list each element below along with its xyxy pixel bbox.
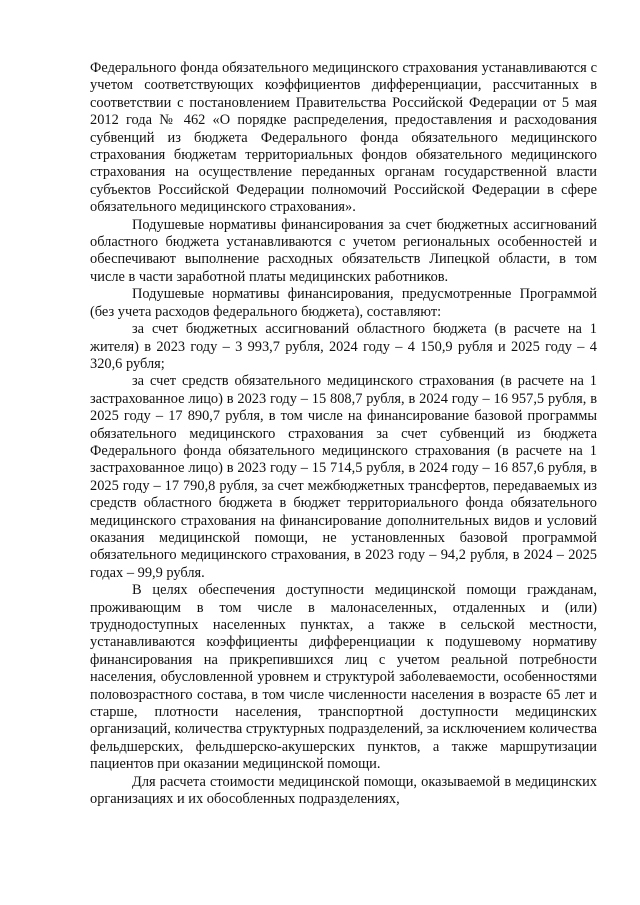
paragraph-cost-calculation: Для расчета стоимости медицинской помощи, оказываемой в медицинских организациях и их обособленных подразделениях, xyxy=(90,773,597,808)
paragraph-budget-norms: Подушевые нормативы финансирования за счет бюджетных ассигнований областного бюджета устанавливаются с учетом региональных особенностей и обеспечивают выполнение расходных обязательств Липецкой области, в том числе в части заработной платы медицинских работников. xyxy=(90,216,597,285)
paragraph-subsidy-coefficients: Федерального фонда обязательного медицинского страхования устанавливаются с учетом соответствующих коэффициентов дифференциации, рассчитанных в соответствии с постановлением Правительства Российской Федерации от 5 мая 2012 года № 462 «О порядке распределения, предоставления и расходования субвенций из бюджета Федерального фонда обязательного медицинского страхования бюджетам территориальных фондов обязательного медицинского страхования на осуществление переданных органам государственной власти субъектов Российской Федерации полномочий Российской Федерации в сфере обязательного медицинского страхования». xyxy=(90,60,597,216)
document-body xyxy=(90,60,597,808)
paragraph-oms-norm: за счет средств обязательного медицинского страхования (в расчете на 1 застрахованное лицо) в 2023 году – 15 808,7 рубля, в 2024 году – 16 957,5 рубля, в 2025 году – 17 890,7 рубля, в том числе на финансирование базовой программы обязательного медицинского страхования за счет субвенций из бюджета Федерального фонда обязательного медицинского страхования (в расчете на 1 застрахованное лицо) в 2023 году – 15 714,5 рубля, в 2024 году – 16 857,6 рубля, в 2025 году – 17 790,8 рубля, за счет межбюджетных трансфертов, передаваемых из средств областного бюджета в бюджет территориального фонда обязательного медицинского страхования на финансирование дополнительных видов и условий оказания медицинской помощи, не установленных базовой программой обязательного медицинского страхования, в 2023 году – 94,2 рубля, в 2024 – 2025 годах – 99,9 рубля. xyxy=(90,373,597,581)
paragraph-norms-intro: Подушевые нормативы финансирования, предусмотренные Программой (без учета расходов федерального бюджета), составляют: xyxy=(90,286,597,320)
paragraph-differentiation-coefficients: В целях обеспечения доступности медицинской помощи гражданам, проживающим в том числе в малонаселенных, отдаленных и (или) труднодоступных населенных пунктах, а также в сельской местности, устанавливаются коэффициенты дифференциации к подушевому нормативу финансирования на прикрепившихся лиц с учетом реальной потребности населения, обусловленной уровнем и структурой заболеваемости, особенностями половозрастного состава, в том числе численности населения в возрасте 65 лет и старше, плотности населения, транспортной доступности медицинских организаций, количества структурных подразделений, за исключением количества фельдшерских, фельдшерско-акушерских пунктов, а также маршрутизации пациентов при оказании медицинской помощи. xyxy=(90,582,597,773)
paragraph-regional-budget-norm: за счет бюджетных ассигнований областного бюджета (в расчете на 1 жителя) в 2023 году – 3 993,7 рубля, 2024 году – 4 150,9 рубля и 2025 году – 4 320,6 рубля; xyxy=(90,321,597,372)
